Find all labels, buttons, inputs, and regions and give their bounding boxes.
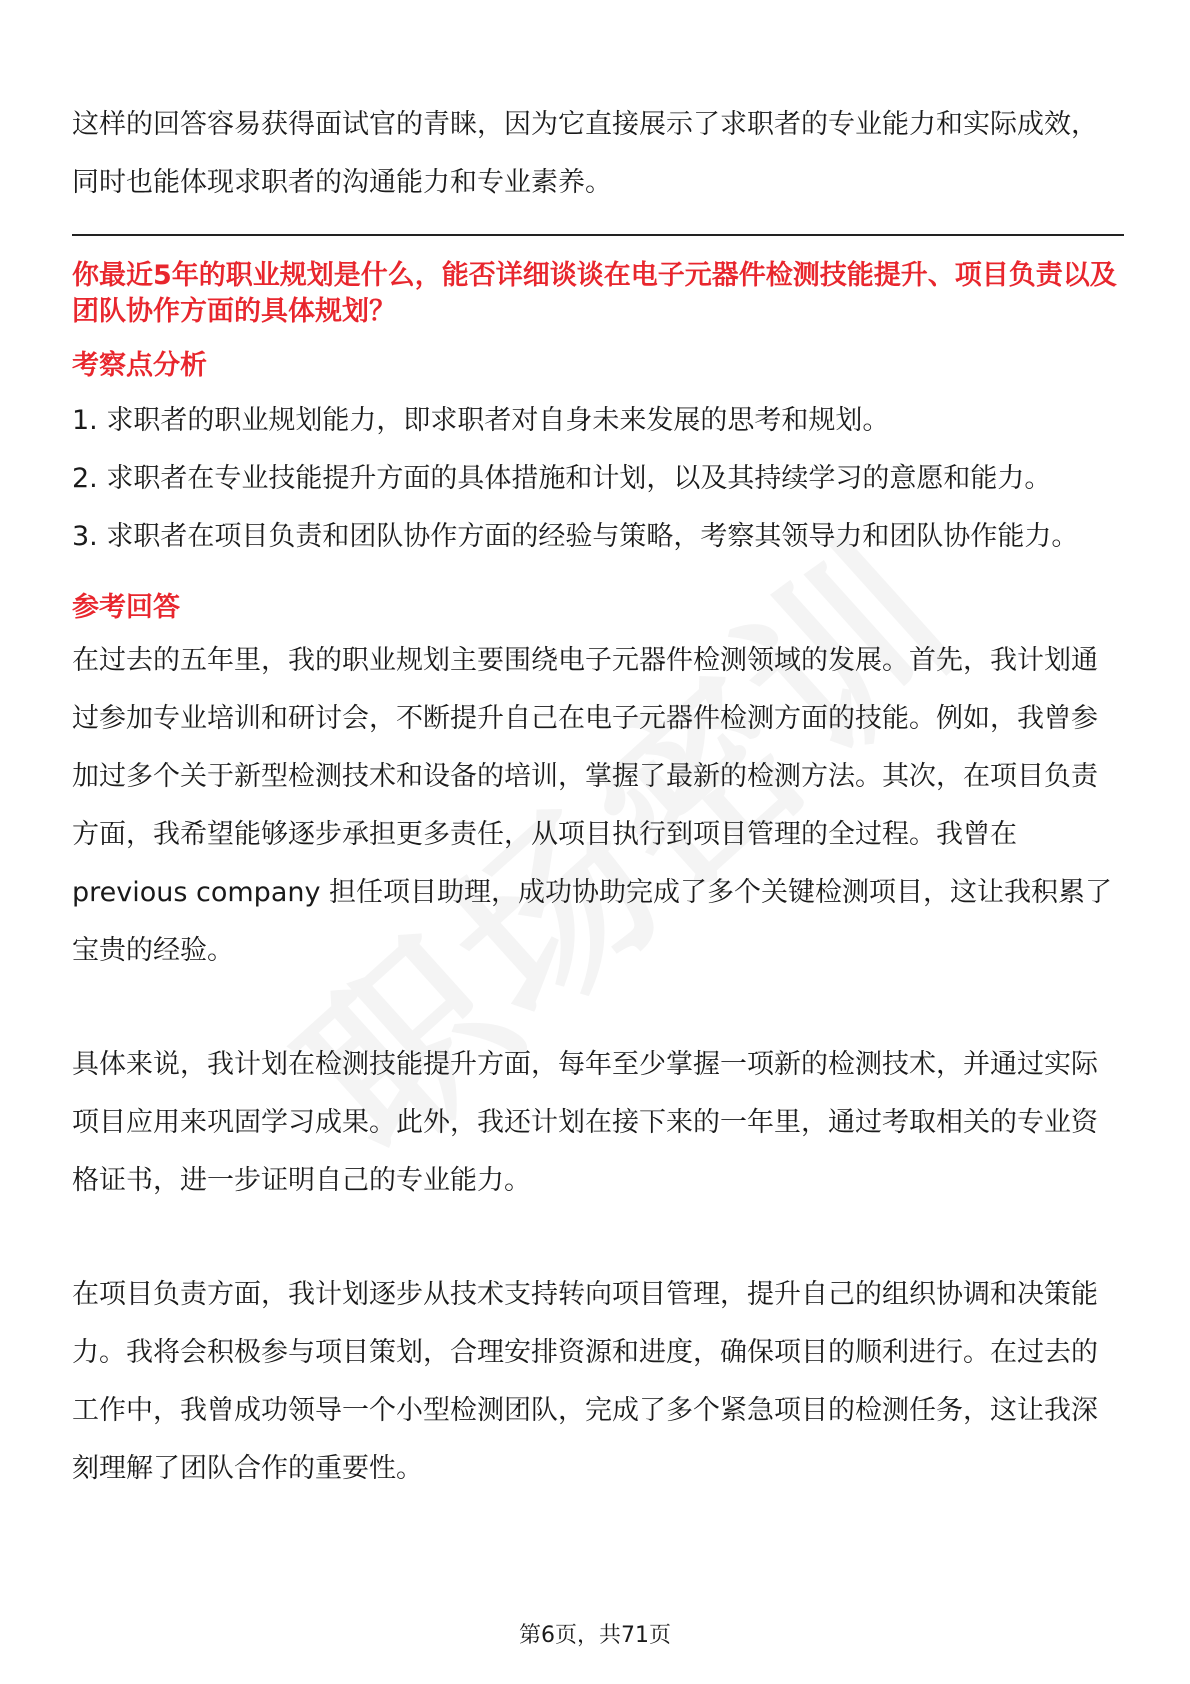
answer-paragraph: 在过去的五年里，我的职业规划主要围绕电子元器件检测领域的发展。首先，我计划通过参加专业培训和研讨会，不断提升自己在电子元器件检测方面的技能。例如，我曾参加过多个关于新型检测技术和设备的培训，掌握了最新的检测方法。其次，在项目负责方面，我希望能够逐步承担更多责任，从项目执行到项目管理的全过程。我曾在 previous company 担任项目助理，成功协助完成了多个关键检测项目，这让我积累了宝贵的经验。 bbox=[72, 645, 1113, 966]
paragraph-gap bbox=[72, 1210, 1124, 1266]
answer-body bbox=[72, 632, 1124, 1498]
answer-paragraph: 在项目负责方面，我计划逐步从技术支持转向项目管理，提升自己的组织协调和决策能力。我将会积极参与项目策划，合理安排资源和进度，确保项目的顺利进行。在过去的工作中，我曾成功领导一个小型检测团队，完成了多个紧急项目的检测任务，这让我深刻理解了团队合作的重要性。 bbox=[72, 1279, 1098, 1484]
question-heading: 你最近5年的职业规划是什么，能否详细谈谈在电子元器件检测技能提升、项目负责以及团队协作方面的具体规划？ bbox=[72, 260, 1117, 327]
answer-paragraph: 具体来说，我计划在检测技能提升方面，每年至少掌握一项新的检测技术，并通过实际项目应用来巩固学习成果。此外，我还计划在接下来的一年里，通过考取相关的专业资格证书，进一步证明自己的专业能力。 bbox=[72, 1049, 1098, 1196]
analysis-list bbox=[72, 392, 1124, 566]
document-content bbox=[72, 96, 1124, 1498]
list-item: 1. 求职者的职业规划能力，即求职者对自身未来发展的思考和规划。 bbox=[72, 405, 890, 436]
section-divider bbox=[72, 234, 1124, 236]
page-number: 第6页，共71页 bbox=[519, 1623, 671, 1648]
list-item: 2. 求职者在专业技能提升方面的具体措施和计划，以及其持续学习的意愿和能力。 bbox=[72, 463, 1052, 494]
intro-paragraph: 这样的回答容易获得面试官的青睐，因为它直接展示了求职者的专业能力和实际成效，同时也能体现求职者的沟通能力和专业素养。 bbox=[72, 109, 1098, 198]
answer-title: 参考回答 bbox=[72, 592, 180, 623]
list-item: 3. 求职者在项目负责和团队协作方面的经验与策略，考察其领导力和团队协作能力。 bbox=[72, 521, 1079, 552]
paragraph-gap bbox=[72, 980, 1124, 1036]
analysis-title: 考察点分析 bbox=[72, 350, 207, 381]
